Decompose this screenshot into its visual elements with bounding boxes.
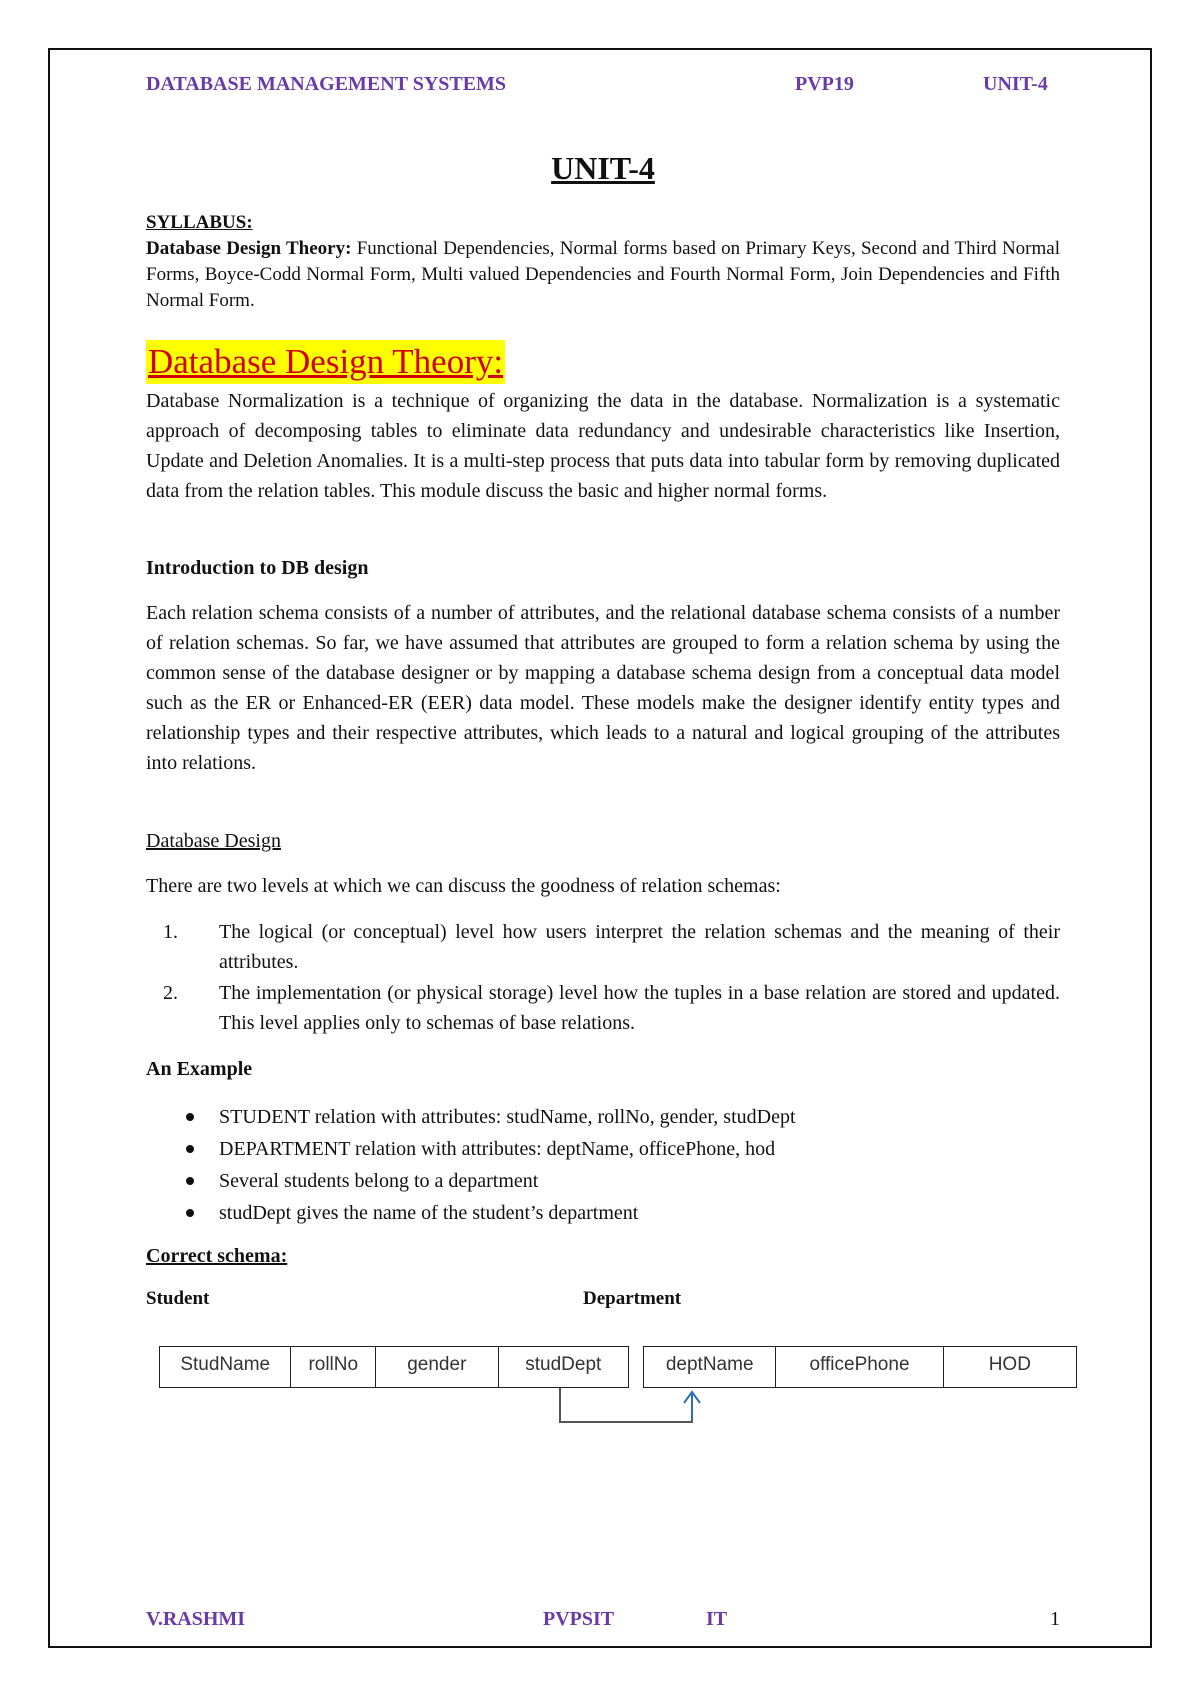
page-title: UNIT-4 <box>551 150 655 186</box>
syllabus-topic-text: Functional Dependencies, Normal forms based on Primary Keys, Second and Third Normal Forms, Boyce-Codd Normal Form, Multi valued Dependencies and Fourth Normal Form, Join Dependencies and Fifth Normal Form. <box>146 238 1060 311</box>
bullet-icon <box>186 1177 194 1185</box>
header-code: PVP19 <box>795 73 854 95</box>
database-design-heading: Database Design <box>146 830 281 852</box>
list-item <box>146 1133 1060 1165</box>
list-item <box>146 917 1060 977</box>
bullet-icon <box>186 1113 194 1121</box>
levels-list <box>146 917 1060 1039</box>
student-table-label: Student <box>146 1288 210 1309</box>
syllabus-block <box>146 210 1060 314</box>
bullet-text: DEPARTMENT relation with attributes: deptName, officePhone, hod <box>219 1138 776 1160</box>
bullet-text: STUDENT relation with attributes: studName, rollNo, gender, studDept <box>219 1106 796 1128</box>
footer-page-number: 1 <box>1050 1608 1060 1630</box>
footer-author: V.RASHMI <box>146 1608 246 1630</box>
syllabus-text <box>146 236 1060 314</box>
db-design-intro-paragraph: Each relation schema consists of a number of attributes, and the relational database schema consists of a number of relation schemas. So far, we have assumed that attributes are grouped to form a relation schema by using the common sense of the database designer or by mapping a database schema design from a conceptual data model such as the ER or Enhanced-ER (EER) data model. These models make the designer identify entity types and relationship types and their respective attributes, which leads to a natural and logical grouping of the attributes into relations. <box>146 602 1060 774</box>
example-bullets <box>146 1101 1060 1229</box>
list-number: 2. <box>163 982 178 1004</box>
list-text: The implementation (or physical storage) level how the tuples in a base relation are stored and updated. This level applies only to schemas of base relations. <box>219 982 1060 1034</box>
list-item <box>146 1197 1060 1229</box>
list-item <box>146 1165 1060 1197</box>
section-heading: Database Design Theory: <box>146 340 505 384</box>
bullet-text: Several students belong to a department <box>219 1170 539 1192</box>
bullet-text: studDept gives the name of the student’s department <box>219 1202 639 1224</box>
syllabus-topic-label: Database Design Theory: <box>146 238 352 259</box>
correct-schema-heading: Correct schema: <box>146 1245 288 1267</box>
schema-cell: studDept <box>525 1354 602 1375</box>
list-text: The logical (or conceptual) level how users interpret the relation schemas and the meaning of their attributes. <box>219 921 1060 973</box>
page-footer <box>146 1608 1060 1638</box>
list-item <box>146 978 1060 1038</box>
bullet-icon <box>186 1145 194 1153</box>
list-number: 1. <box>163 921 178 943</box>
schema-cell: deptName <box>644 1347 776 1387</box>
footer-dept: IT <box>706 1608 728 1630</box>
header-unit: UNIT-4 <box>983 73 1048 95</box>
intro-paragraph: Database Normalization is a technique of organizing the data in the database. Normalization is a systematic approach of decomposing tables to eliminate data redundancy and undesirable characteristics like Insertion, Update and Deletion Anomalies. It is a multi-step process that puts data into tabular form by removing duplicated data from the relation tables. This module discuss the basic and higher normal forms. <box>146 390 1060 502</box>
syllabus-heading: SYLLABUS: <box>146 212 253 233</box>
schema-cell: StudName <box>160 1347 291 1387</box>
header-course: DATABASE MANAGEMENT SYSTEMS <box>146 73 507 95</box>
schema-cell: rollNo <box>291 1347 376 1387</box>
schema-cell: officePhone <box>776 1347 943 1387</box>
database-design-lead: There are two levels at which we can discuss the goodness of relation schemas: <box>146 875 781 897</box>
db-design-intro-heading: Introduction to DB design <box>146 557 369 579</box>
list-item <box>146 1101 1060 1133</box>
example-heading: An Example <box>146 1058 253 1080</box>
student-schema-table <box>159 1346 629 1388</box>
department-table-label: Department <box>583 1288 682 1309</box>
page-header <box>146 73 1060 103</box>
department-schema-table <box>643 1346 1077 1388</box>
footer-institute: PVPSIT <box>543 1608 615 1630</box>
schema-cell: gender <box>376 1347 498 1387</box>
bullet-icon <box>186 1209 194 1217</box>
schema-cell: HOD <box>988 1354 1031 1375</box>
